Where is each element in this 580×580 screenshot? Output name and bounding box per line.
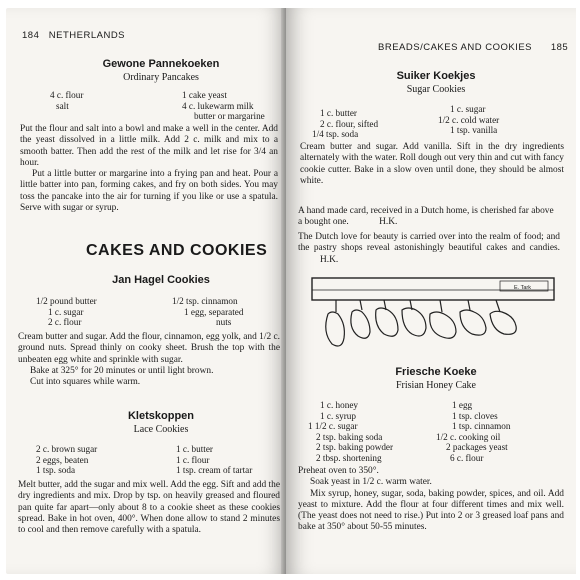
- ingredient: 1 tsp. cinnamon: [452, 421, 511, 431]
- quote-initials: H.K.: [320, 254, 339, 265]
- ingredient: salt: [56, 100, 69, 111]
- recipe-title-friesche: Friesche Koeke: [395, 366, 477, 378]
- direction-paragraph: Melt butter, add the sugar and mix well. Add the egg. Sift and add the dry ingredients and mix. Drop by tsp. on heavily greased and floured pan quite far apart—only about 8 to a cookie sheet as these cookies spread. Bake in hot oven, 400°. When done allow to stand 2 minutes to cool and then remove carefully with a spatula.: [18, 480, 280, 536]
- ingredient: 2 eggs, beaten: [36, 454, 89, 465]
- ingredient: 1/4 tsp. soda: [312, 129, 359, 139]
- recipe-title-kletskoppen: Kletskoppen: [127, 410, 194, 422]
- ingredient: 1 tsp. cloves: [452, 410, 498, 421]
- ingredient: 1 tsp. soda: [36, 465, 76, 475]
- ingredients-jan-hagel-col2: [172, 296, 243, 328]
- ingredient: 2 packages yeast: [446, 442, 508, 452]
- direction-paragraph: Mix syrup, honey, sugar, soda, baking powder, spices, and oil. Add yeast to mixture. Add the flour at four different times and mix well. (The yeast does not need to rise.) Put into 2 or 3 greased loaf pans and bake at 350° about 50-55 minutes.: [298, 488, 564, 533]
- recipe-title-jan-hagel: Jan Hagel Cookies: [112, 274, 210, 286]
- ingredient: 1 tsp. cream of tartar: [176, 465, 253, 475]
- directions-suiker: [300, 142, 564, 187]
- directions-friesche: [298, 466, 564, 534]
- ingredients-friesche-col2: [436, 400, 510, 463]
- direction-paragraph: Cream butter and sugar. Add the flour, cinnamon, egg yolk, and 1/2 c. ground nuts. Spread thinly on cooky sheet. Brush the top with the unbeaten egg white and sprinkle with sugar.: [18, 332, 280, 365]
- recipe-subtitle-suiker: Sugar Cookies: [406, 84, 466, 95]
- recipe-subtitle-kletskoppen: Lace Cookies: [133, 424, 189, 435]
- direction-paragraph: Preheat oven to 350°.: [298, 466, 379, 476]
- ingredient: 1 c. syrup: [320, 410, 356, 421]
- directions-jan-hagel: [18, 332, 280, 388]
- ingredient: 2 c. brown sugar: [36, 444, 98, 454]
- directions-pannekoeken: [20, 124, 278, 214]
- ingredient: 1 c. butter: [320, 108, 357, 118]
- quote-initials: H.K.: [379, 217, 398, 228]
- ingredient: 1 egg: [452, 400, 473, 410]
- ingredient: 1 cake yeast: [182, 90, 227, 100]
- ingredients-suiker-col1: [312, 108, 378, 140]
- direction-paragraph: Bake at 325° for 20 minutes or until light brown.: [30, 365, 214, 376]
- direction-paragraph: Put a little butter or margarine into a frying pan and heat. Pour a little batter into pan, forming cakes, and fry on both sides. You may toss the pancake into the air for turning if you like or use a spatula. Serve with sugar or syrup.: [20, 169, 278, 214]
- section-heading-cakes-cookies: CAKES AND COOKIES: [86, 242, 268, 259]
- ingredient: 6 c. flour: [450, 452, 484, 463]
- ingredient: 2 tbsp. shortening: [316, 452, 382, 463]
- ingredient: 2 tsp. baking soda: [316, 431, 383, 442]
- ingredient: 2 tsp. baking powder: [316, 442, 394, 452]
- running-head-right: BREADS/CAKES AND COOKIES: [378, 42, 533, 53]
- ingredient: 1 c. butter: [176, 444, 213, 454]
- directions-kletskoppen: [18, 480, 280, 536]
- ingredient: 2 c. flour, sifted: [320, 118, 379, 129]
- ingredient: 1/2 c. cooking oil: [436, 431, 501, 442]
- ingredient: nuts: [216, 317, 232, 327]
- ingredient: 1/2 pound butter: [36, 296, 97, 306]
- ingredients-friesche-col1: [308, 400, 393, 463]
- right-page-header: [378, 42, 568, 53]
- ingredient: 1 1/2 c. sugar: [308, 421, 358, 431]
- cookie-rack-illustration: [310, 274, 556, 356]
- ingredients-suiker-col2: [438, 104, 499, 136]
- quote-text: The Dutch love for beauty is carried over into the realm of food; and the pastry shops reveal astonishingly beautiful cakes and candies.: [298, 232, 560, 254]
- direction-paragraph: Put the flour and salt into a bowl and make a well in the center. Add the yeast dissolved in a little milk. Add 2 c. milk and mix to a smooth batter. Then add the rest of the milk and let rise for 3/4 an hour.: [20, 124, 278, 168]
- recipe-subtitle-pannekoeken: Ordinary Pancakes: [123, 72, 199, 83]
- hanging-cookies: [326, 300, 517, 346]
- quote-handmade-card: [298, 206, 560, 229]
- ingredient: 1 egg, separated: [184, 306, 244, 317]
- left-page-header: [22, 30, 125, 41]
- ingredient: 1 c. flour: [176, 454, 210, 465]
- ingredient: 4 c. lukewarm milk: [182, 100, 254, 111]
- direction-paragraph: Soak yeast in 1/2 c. warm water.: [310, 477, 432, 488]
- quote-dutch-beauty: [298, 232, 560, 266]
- page-number-right: 185: [550, 42, 569, 53]
- ingredient: 2 c. flour: [48, 317, 82, 327]
- ingredient: butter or margarine: [194, 111, 265, 121]
- right-page: [286, 8, 576, 574]
- ingredient: 1/2 c. cold water: [438, 114, 500, 125]
- direction-paragraph: Cream butter and sugar. Add vanilla. Sift in the dry ingredients alternately with the water. Roll dough out very thin and cut with fancy cookie cutter. Bake in a slow oven until done, they should be almost white.: [300, 142, 564, 186]
- ingredients-pannekoeken-col2: [182, 90, 265, 122]
- ingredients-kletskoppen-col1: [36, 444, 97, 476]
- ingredient: 4 c. flour: [50, 90, 84, 100]
- illustration-signature: E. Tark: [514, 285, 532, 291]
- ingredients-jan-hagel-col1: [36, 296, 97, 328]
- recipe-title-suiker: Suiker Koekjes: [396, 70, 476, 82]
- page-number-left: 184: [22, 30, 40, 41]
- ingredients-pannekoeken-col1: [50, 90, 83, 111]
- ingredient: 1 c. sugar: [450, 104, 486, 114]
- left-page: [6, 8, 286, 574]
- running-head-left: NETHERLANDS: [48, 30, 126, 41]
- direction-paragraph: Cut into squares while warm.: [30, 377, 141, 388]
- quote-text: A hand made card, received in a Dutch home, is cherished far above a bought one.: [298, 206, 554, 228]
- ingredients-kletskoppen-col2: [176, 444, 252, 476]
- recipe-subtitle-friesche: Frisian Honey Cake: [396, 380, 476, 391]
- ingredient: 1 c. honey: [320, 400, 359, 410]
- ingredient: 1/2 tsp. cinnamon: [172, 296, 238, 306]
- ingredient: 1 tsp. vanilla: [450, 125, 498, 135]
- recipe-title-pannekoeken: Gewone Pannekoeken: [102, 58, 220, 70]
- ingredient: 1 c. sugar: [48, 306, 84, 317]
